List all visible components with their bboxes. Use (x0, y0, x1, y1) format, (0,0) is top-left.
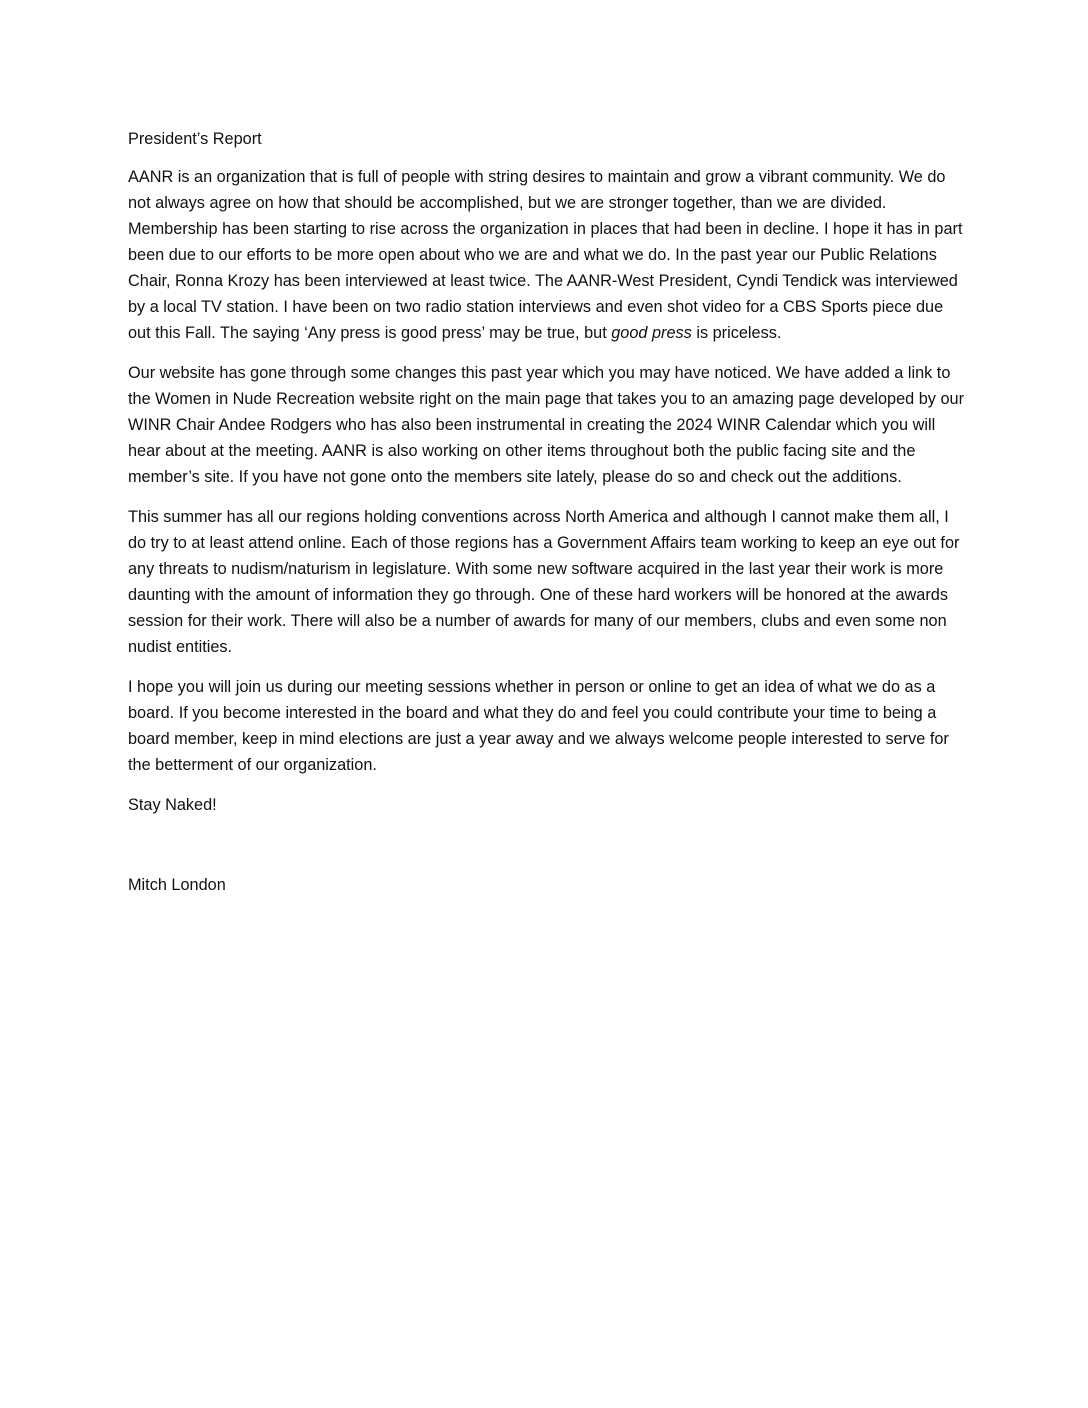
paragraph-intro-ending: is priceless. (691, 324, 782, 342)
paragraph-invitation: I hope you will join us during our meeting sessions whether in person or online to get an idea of what we do as a board. If you become interested in the board and what they do and feel you could contribute your time to being a board member, keep in mind elections are just a year away and we always welcome people interested to serve for the betterment of our organization. (128, 678, 949, 774)
paragraph-intro-emphasis: good press (611, 324, 692, 342)
paragraph-regions: This summer has all our regions holding conventions across North America and although I cannot make them all, I do try to at least attend online. Each of those regions has a Government Affairs team working to keep an eye out for any threats to nudism/naturism in legislature. With some new software acquired in the last year their work is more daunting with the amount of information they go through. One of these hard workers will be honored at the awards session for their work. There will also be a number of awards for many of our members, clubs and even some non nudist entities. (128, 508, 960, 656)
paragraph-intro (128, 164, 966, 346)
paragraph-website: Our website has gone through some changes this past year which you may have noticed. We have added a link to the Women in Nude Recreation website right on the main page that takes you to an amazing page developed by our WINR Chair Andee Rodgers who has also been instrumental in creating the 2024 WINR Calendar which you will hear about at the meeting. AANR is also working on other items throughout both the public facing site and the member’s site. If you have not gone onto the members site lately, please do so and check out the additions. (128, 364, 964, 486)
signoff: Stay Naked! (128, 796, 217, 814)
paragraph-intro-text: AANR is an organization that is full of people with string desires to maintain and grow a vibrant community. We do not always agree on how that should be accomplished, but we are stronger together, than we are divided. Membership has been starting to rise across the organization in places that had been in decline. I hope it has in part been due to our efforts to be more open about who we are and what we do. In the past year our Public Relations Chair, Ronna Krozy has been interviewed at least twice. The AANR-West President, Cyndi Tendick was interviewed by a local TV station. I have been on two radio station interviews and even shot video for a CBS Sports piece due out this Fall. The saying ‘Any press is good press’ may be true, but (128, 168, 963, 342)
report-title: President’s Report (128, 130, 262, 148)
signature: Mitch London (128, 876, 226, 894)
report-body (128, 126, 966, 912)
